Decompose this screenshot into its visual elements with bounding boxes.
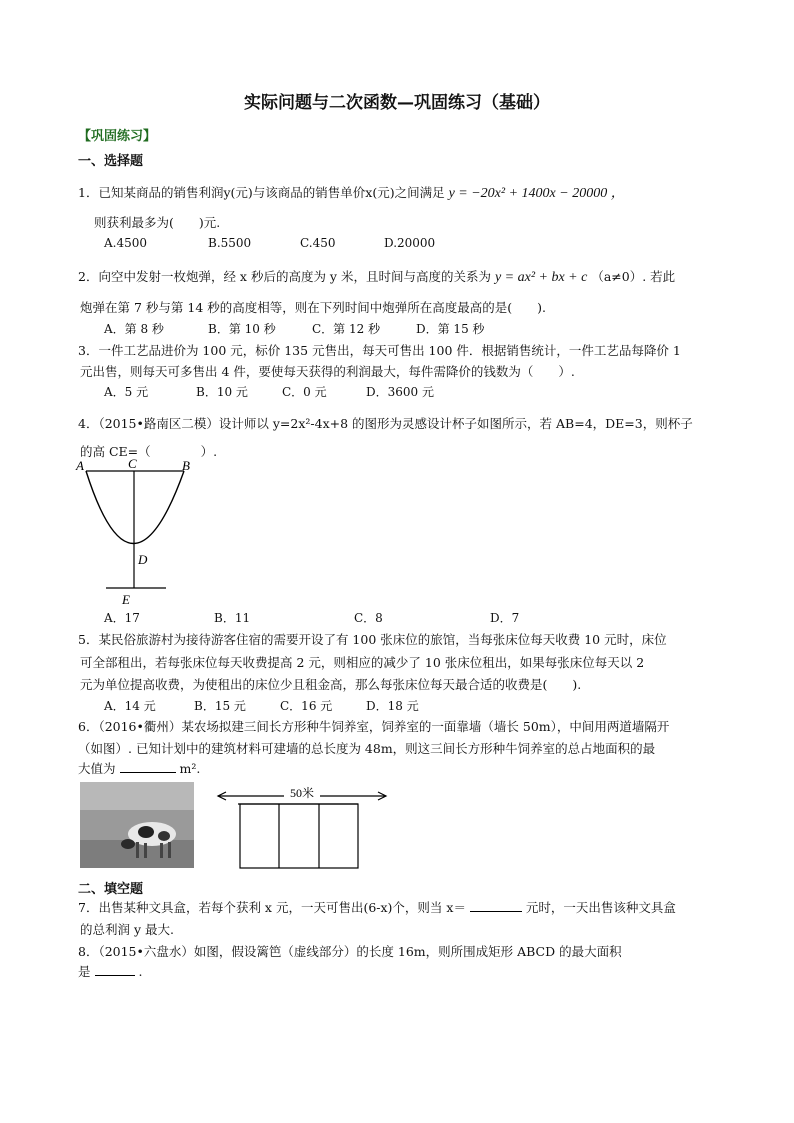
q2-text: 2．向空中发射一枚炮弹，经 x 秒后的高度为 y 米，且时间与高度的关系为	[78, 269, 491, 284]
q4-option-c: C．8	[354, 611, 383, 625]
q7-line2: 的总利润 y 最大.	[80, 922, 174, 937]
q6-line3-pre: 大值为	[78, 761, 116, 776]
q2-line1	[78, 267, 675, 286]
wall-length-label: 50米	[289, 786, 315, 800]
q7-line1	[78, 898, 676, 916]
label-b: B	[182, 458, 190, 473]
cow-spot-2	[158, 831, 170, 841]
q8-line2-pre: 是	[78, 964, 91, 979]
enclosure-outline	[240, 804, 358, 868]
q1-line2: 则获利最多为( )元.	[94, 215, 221, 230]
q5-option-c: C．16 元	[280, 699, 333, 713]
q2-option-a: A．第 8 秒	[104, 322, 164, 336]
q2-formula: y = ax² + bx + c	[494, 270, 588, 285]
q6-answer-blank[interactable]	[120, 760, 176, 773]
label-a: A	[76, 458, 84, 473]
q8-line1: 8．（2015•六盘水）如图，假设篱笆（虚线部分）的长度 16m，则所围成矩形 ABCD 的最大面积	[78, 944, 622, 959]
q1-option-d: D.20000	[384, 236, 436, 250]
q4-line2: 的高 CE=（ ）.	[80, 444, 218, 459]
cow-head	[121, 839, 135, 849]
q3-option-a: A．5 元	[104, 385, 149, 399]
q7-line1-post: 元时，一天出售该种文具盒	[525, 900, 676, 915]
q3-option-d: D．3600 元	[366, 385, 434, 399]
q8-line2-post: .	[138, 964, 143, 979]
q1-option-b: B.5500	[208, 236, 252, 250]
q5-option-b: B．15 元	[194, 699, 246, 713]
q4-option-d: D．7	[490, 611, 520, 625]
q3-line2: 元出售，则每天可多售出 4 件，要使每天获得的利润最大，每件需降价的钱数为（ ）.	[80, 364, 575, 379]
cow-spot	[138, 826, 154, 838]
cow-leg	[160, 843, 163, 858]
q1-formula: y = −20x² + 1400x − 20000 ，	[448, 186, 625, 201]
q6-line2: （如图）. 已知计划中的建筑材料可建墙的总长度为 48m，则这三间长方形种牛饲养室的总占地面积的最	[78, 741, 656, 756]
cow-photo	[80, 782, 194, 868]
q1-option-c: C.450	[300, 236, 336, 250]
q4-option-b: B．11	[214, 611, 251, 625]
page-title: 实际问题与二次函数—巩固练习（基础）	[244, 93, 550, 113]
q5-option-a: A．14 元	[104, 699, 156, 713]
q6-line3-post: m².	[179, 761, 201, 776]
q8-line2	[78, 962, 142, 980]
q5-line3: 元为单位提高收费，为使租出的床位少且租金高，那么每张床位每天最合适的收费是( ).	[80, 677, 582, 692]
q3-option-b: B．10 元	[196, 385, 248, 399]
label-c: C	[128, 456, 137, 471]
q2-option-d: D．第 15 秒	[416, 322, 485, 336]
q6-line3	[78, 759, 200, 777]
cow-leg	[136, 842, 139, 858]
cow-leg	[144, 843, 147, 858]
cup-parabola-figure	[70, 456, 210, 610]
q2-line2: 炮弹在第 7 秒与第 14 秒的高度相等，则在下列时间中炮弹所在高度最高的是( ).	[80, 300, 546, 315]
label-d: D	[138, 552, 148, 567]
q5-option-d: D．18 元	[366, 699, 419, 713]
q2-option-c: C．第 12 秒	[312, 322, 381, 336]
q5-line1: 5．某民俗旅游村为接待游客住宿的需要开设了有 100 张床位的旅馆，当每张床位每天收费 10 元时，床位	[78, 632, 667, 647]
q2-tail: （a≠0）. 若此	[591, 269, 676, 284]
photo-sky	[80, 782, 194, 810]
q7-answer-blank[interactable]	[470, 899, 522, 912]
q7-line1-pre: 7．出售某种文具盒，若每个获利 x 元，一天可售出(6-x)个，则当 x＝	[78, 900, 466, 915]
q5-line2: 可全部租出，若每张床位每天收费提高 2 元，则相应的减少了 10 张床位租出，如果每张床位每天以 2	[80, 655, 645, 670]
q3-option-c: C．0 元	[282, 385, 327, 399]
q1-line1	[78, 182, 625, 202]
part1-heading: 一、选择题	[78, 154, 144, 169]
q3-line1: 3．一件工艺品进价为 100 元，标价 135 元售出，每天可售出 100 件．根据销售统计，一件工艺品每降价 1	[78, 343, 681, 358]
q4-option-a: A．17	[104, 611, 140, 625]
q2-option-b: B．第 10 秒	[208, 322, 276, 336]
label-e: E	[122, 592, 130, 607]
q6-line1: 6．（2016•衢州）某农场拟建三间长方形种牛饲养室，饲养室的一面靠墙（墙长 50m），中间用两道墙隔开	[78, 719, 670, 734]
enclosure-diagram	[214, 782, 390, 872]
q1-text: 1．已知某商品的销售利润y(元)与该商品的销售单价x(元)之间满足	[78, 185, 445, 200]
q1-option-a: A.4500	[104, 236, 148, 250]
q4-line1: 4．（2015•路南区二模）设计师以 y=2x²-4x+8 的图形为灵感设计杯子如图所示，若 AB=4，DE=3，则杯子	[78, 416, 693, 431]
cow-leg	[168, 842, 171, 858]
parabola-curve	[86, 471, 184, 544]
part2-heading: 二、填空题	[78, 882, 144, 897]
section-tag: 【巩固练习】	[78, 129, 157, 144]
q8-answer-blank[interactable]	[95, 963, 135, 976]
